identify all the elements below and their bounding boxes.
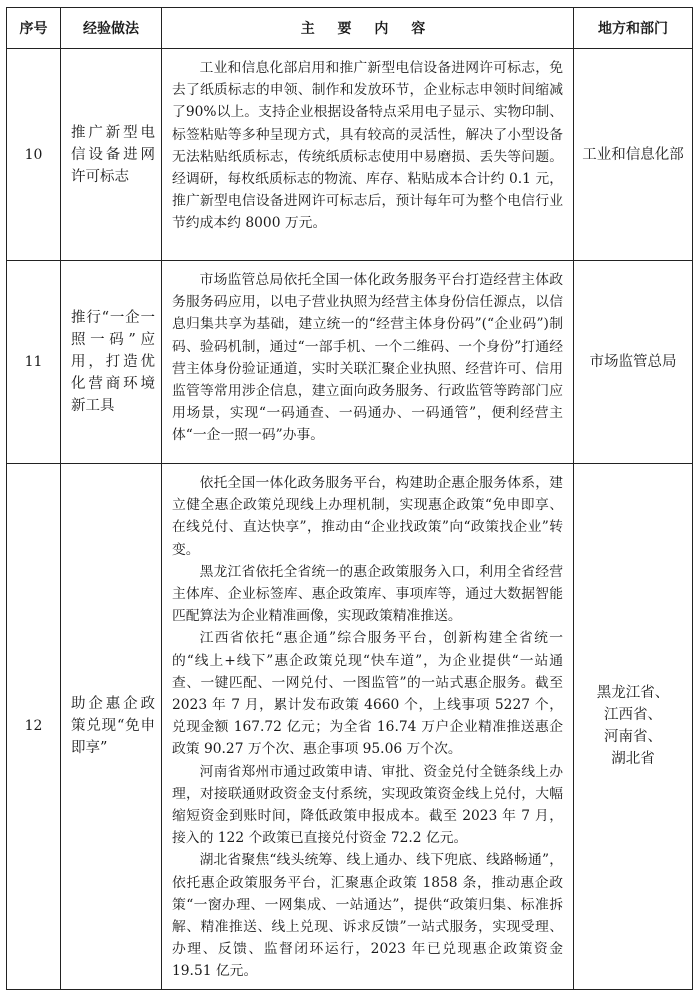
content-paragraph: 黑龙江省依托全省统一的惠企政策服务入口，利用全省经营主体库、企业标签库、惠企政策库、事项库等，通过大数据智能匹配算法为企业精准画像，实现政策精准推送。 <box>172 563 563 625</box>
row-content <box>162 464 574 990</box>
content-paragraph: 江西省依托“惠企通”综合服务平台，创新构建全省统一的“线上+线下”惠企政策兑现“快车道”，为企业提供“一站通查、一键匹配、一网兑付、一图监管”的一站式惠企服务。截至 2023 年 7 月，累计发布政策 4660 个，上线事项 5227 个，兑现金额 167.72 亿元；为全省 16.74 万户企业精准推送惠企政策 90.27 万个次、惠企事项 95.06 万个次。 <box>172 630 563 758</box>
row-method: 推行“一企一照一码”应用，打造优化营商环境新工具 <box>61 261 162 464</box>
table-row <box>7 49 693 261</box>
content-paragraph: 市场监管总局依托全国一体化政务服务平台打造经营主体政务服务码应用，以电子营业执照为经营主体身份信任源点，以信息归集共享为基础，建立统一的“经营主体身份码”(“企业码”)制码、验码机制，通过“一部手机、一个二维码、一个身份”打通经营主体身份验证通道，实时关联汇聚企业执照、经营许可、信用监管等常用涉企信息，建立面向政务服务、行政监管等跨部门应用场景，实现“一码通查、一码通办、一码通管”，便利经营主体“一企一照一码”办事。 <box>172 272 563 444</box>
dept-line: 湖北省 <box>611 751 655 768</box>
row-method: 推广新型电信设备进网许可标志 <box>61 49 162 261</box>
table-row <box>7 464 693 990</box>
dept-line: 工业和信息化部 <box>582 146 684 163</box>
row-number: 11 <box>7 261 61 464</box>
row-content <box>162 49 574 261</box>
row-method: 助企惠企政策兑现“免申即享” <box>61 464 162 990</box>
content-paragraph: 依托全国一体化政务服务平台，构建助企惠企服务体系，建立健全惠企政策兑现线上办理机制，实现惠企政策“免申即享、在线兑付、直达快享”，推动由“企业找政策”向“政策找企业”转变。 <box>172 475 563 558</box>
row-content <box>162 261 574 464</box>
row-number: 10 <box>7 49 61 261</box>
dept-line: 黑龙江省、 <box>596 685 670 702</box>
dept-line: 江西省、 <box>604 707 662 724</box>
content-paragraph: 河南省郑州市通过政策申请、审批、资金兑付全链条线上办理，对接联通财政资金支付系统，实现政策资金线上兑付，大幅缩短资金到账时间，降低政策申报成本。截至 2023 年 7 月，接入的 122 个政策已直接兑付资金 72.2 亿元。 <box>172 763 563 847</box>
table-row <box>7 261 693 464</box>
header-method: 经验做法 <box>61 8 162 49</box>
header-no: 序号 <box>7 8 61 49</box>
dept-line: 市场监管总局 <box>589 354 677 370</box>
row-number: 12 <box>7 464 61 990</box>
header-row <box>7 8 693 49</box>
content-paragraph: 工业和信息化部启用和推广新型电信设备进网许可标志，免去了纸质标志的申领、制作和发放环节，企业标志申领时间缩减了90%以上。支持企业根据设备特点采用电子显示、实物印制、标签粘贴等多种呈现方式，具有较高的灵活性，解决了小型设备无法粘贴纸质标志，传统纸质标志使用中易磨损、丢失等问题。经调研，每枚纸质标志的物流、库存、粘贴成本合计约 0.1 元，推广新型电信设备进网许可标志后，预计每年可为整个电信行业节约成本约 8000 万元。 <box>172 60 563 232</box>
row-dept <box>574 261 693 464</box>
row-dept <box>574 464 693 990</box>
content-paragraph: 湖北省聚焦“线头统筹、线上通办、线下兜底、线路畅通”，依托惠企政策服务平台，汇聚惠企政策 1858 条，推动惠企政策“一窗办理、一网集成、一站通达”，提供“政策归集、标准拆解、精准推送、线上兑现、诉求反馈”一站式服务，实现受理、办理、反馈、监督闭环运行，2023 年已兑现惠企政策资金 19.51 亿元。 <box>172 852 563 980</box>
row-dept <box>574 49 693 261</box>
header-content: 主 要 内 容 <box>162 8 574 49</box>
header-dept: 地方和部门 <box>574 8 693 49</box>
policy-table <box>6 7 693 990</box>
dept-line: 河南省、 <box>604 729 662 746</box>
